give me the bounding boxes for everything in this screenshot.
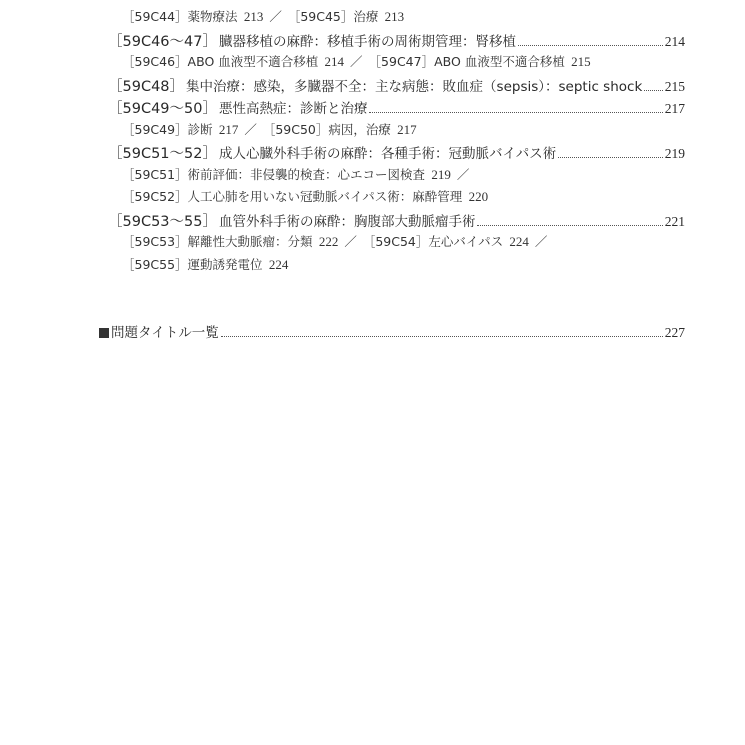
toc-entry-code: ［59C46～47］	[108, 33, 217, 50]
toc-entry	[108, 209, 685, 231]
toc-subentry-code: ［59C44］	[122, 9, 188, 24]
toc-subentry-code: ［59C45］	[287, 9, 354, 24]
toc-subentry-title: 薬物療法	[187, 9, 238, 24]
toc-subentry-page: 213	[243, 9, 264, 24]
separator-slash: ／	[350, 54, 363, 69]
toc-subentry-line	[122, 233, 553, 253]
toc-entry	[108, 141, 685, 163]
toc-subentry-page: 224	[509, 234, 529, 249]
toc-subentry-title: 人工心肺を用いない冠動脈バイパス術：麻酔管理	[187, 189, 463, 204]
toc-subentry-title: 解離性大動脈瘤：分類	[187, 234, 313, 249]
toc-entry-code: ［59C48］	[108, 78, 185, 95]
index-entry-title: 問題タイトル一覧	[111, 325, 219, 341]
toc-subentry-line	[122, 121, 417, 141]
index-entry-page: 227	[664, 325, 685, 340]
toc-subentry-page: 220	[468, 189, 489, 204]
toc-subentry-page: 214	[324, 54, 345, 69]
toc-subentry-code: ［59C50］	[262, 121, 329, 137]
toc-subentry-code: ［59C49］	[122, 121, 188, 137]
toc-entry-title: 臓器移植の麻酔：移植手術の周術期管理：腎移植	[218, 33, 516, 50]
toc-subentry-code: ［59C54］	[362, 234, 429, 249]
toc-subentry-code: ［59C47］	[368, 54, 435, 69]
toc-subentry-line	[122, 256, 288, 276]
separator-slash: ／	[344, 234, 357, 249]
toc-subentry-title: ABO 血液型不適合移植	[187, 54, 319, 69]
toc-subentry-title: 病因，治療	[328, 121, 391, 137]
toc-entry	[108, 96, 685, 118]
square-bullet-icon	[99, 328, 109, 338]
toc-entry-title: 集中治療：感染，多臓器不全：主な病態：敗血症（sepsis）：septic shock	[186, 78, 643, 95]
dot-leader	[477, 225, 662, 226]
toc-entry-title: 血管外科手術の麻酔：胸腹部大動脈瘤手術	[218, 213, 476, 230]
toc-subentry-line	[122, 8, 404, 28]
toc-subentry-line	[122, 188, 488, 208]
toc-entry	[108, 29, 685, 51]
toc-entry-page: 221	[664, 213, 685, 229]
toc-subentry-page: 217	[218, 121, 239, 137]
toc-entry-page: 219	[664, 146, 685, 161]
toc-subentry-page: 215	[571, 54, 591, 69]
toc-entry-page: 215	[664, 78, 685, 94]
toc-subentry-code: ［59C53］	[122, 234, 188, 249]
toc-subentry-title: 左心バイパス	[428, 234, 504, 249]
dot-leader	[369, 112, 662, 113]
toc-subentry-title: 診断	[187, 121, 213, 137]
separator-slash: ／	[456, 166, 470, 182]
toc-entry-page: 217	[664, 101, 685, 116]
toc-subentry-title: 治療	[353, 9, 379, 24]
toc-subentry-code: ［59C46］	[122, 54, 188, 69]
dot-leader	[558, 157, 663, 158]
toc-subentry-page: 213	[384, 9, 405, 24]
toc-subentry-line	[122, 166, 475, 186]
separator-slash: ／	[269, 9, 282, 24]
toc-entry-page: 214	[664, 33, 685, 49]
toc-subentry-title: ABO 血液型不適合移植	[434, 54, 565, 69]
toc-entry	[108, 74, 685, 96]
toc-subentry-line	[122, 53, 591, 73]
dot-leader	[518, 45, 663, 46]
toc-entry-code: ［59C51～52］	[108, 146, 217, 162]
toc-subentry-page: 224	[268, 256, 289, 272]
dot-leader	[221, 336, 663, 337]
separator-slash: ／	[534, 234, 548, 249]
toc-subentry-page: 222	[318, 234, 339, 249]
toc-subentry-title: 運動誘発電位	[187, 256, 263, 272]
toc-subentry-title: 術前評価：非侵襲的検査：心エコー図検査	[187, 166, 426, 182]
toc-entry-code: ［59C49～50］	[108, 101, 217, 117]
toc-entry-title: 悪性高熱症：診断と治療	[218, 101, 368, 117]
toc-subentry-page: 219	[431, 166, 451, 182]
toc-entry-title: 成人心臓外科手術の麻酔：各種手術：冠動脈バイパス術	[218, 146, 557, 162]
toc-subentry-code: ［59C51］	[122, 166, 188, 182]
toc-subentry-page: 217	[397, 121, 417, 137]
separator-slash: ／	[244, 121, 257, 137]
dot-leader	[644, 90, 662, 91]
toc-subentry-code: ［59C55］	[122, 256, 188, 272]
toc-subentry-code: ［59C52］	[122, 189, 188, 204]
toc-entry-code: ［59C53～55］	[108, 213, 217, 230]
index-entry	[99, 320, 685, 342]
